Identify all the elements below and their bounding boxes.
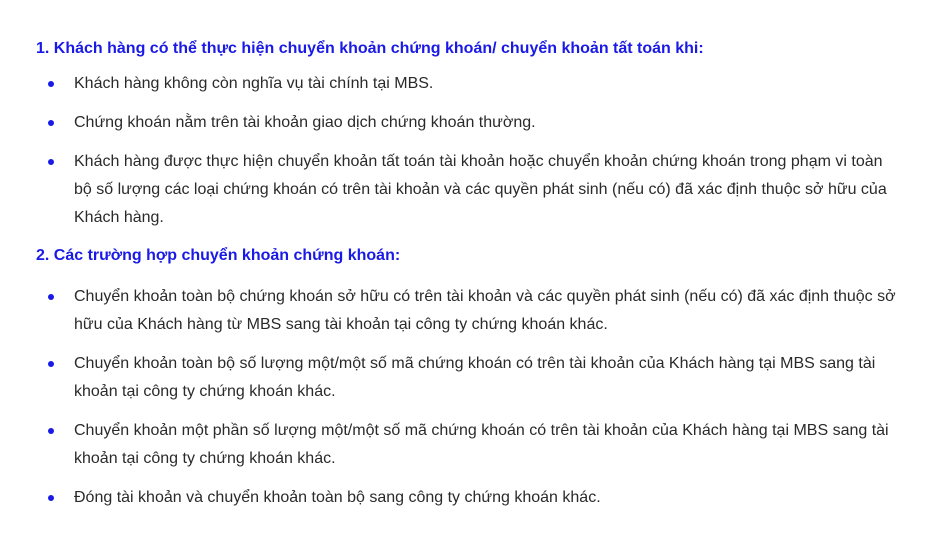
bullet-dot-icon bbox=[48, 81, 54, 87]
list-item bbox=[36, 350, 904, 406]
list-item bbox=[36, 70, 904, 98]
list-item-text: Chứng khoán nằm trên tài khoản giao dịch chứng khoán thường. bbox=[74, 114, 536, 131]
list-item-text: Chuyển khoản toàn bộ số lượng một/một số mã chứng khoán có trên tài khoản của Khách hàng tại MBS sang tài khoản tại công ty chứng khoán khác. bbox=[74, 355, 876, 400]
list-item bbox=[36, 109, 904, 137]
conditions-list bbox=[36, 70, 919, 232]
bullet-dot-icon bbox=[48, 428, 54, 434]
list-item bbox=[36, 283, 904, 339]
bullet-dot-icon bbox=[48, 120, 54, 126]
list-item bbox=[36, 417, 904, 473]
bullet-dot-icon bbox=[48, 495, 54, 501]
list-item bbox=[36, 484, 904, 512]
list-item-text: Khách hàng không còn nghĩa vụ tài chính tại MBS. bbox=[74, 75, 434, 92]
list-item bbox=[36, 148, 904, 232]
list-item-text: Chuyển khoản toàn bộ chứng khoán sở hữu có trên tài khoản và các quyền phát sinh (nếu có) đã xác định thuộc sở hữu của Khách hàng từ MBS sang tài khoản tại công ty chứng khoán khác. bbox=[74, 288, 896, 333]
bullet-dot-icon bbox=[48, 159, 54, 165]
list-item-text: Đóng tài khoản và chuyển khoản toàn bộ sang công ty chứng khoán khác. bbox=[74, 489, 601, 506]
bullet-dot-icon bbox=[48, 294, 54, 300]
list-item-text: Khách hàng được thực hiện chuyển khoản tất toán tài khoản hoặc chuyển khoản chứng khoán trong phạm vi toàn bộ số lượng các loại chứng khoán có trên tài khoản và các quyền phát sinh (nếu có) đã xác định thuộc sở hữu của Khách hàng. bbox=[74, 153, 887, 226]
bullet-dot-icon bbox=[48, 361, 54, 367]
transfer-cases-list bbox=[36, 283, 919, 512]
section-heading-conditions: 1. Khách hàng có thể thực hiện chuyển khoản chứng khoán/ chuyển khoản tất toán khi: bbox=[36, 40, 704, 57]
list-item-text: Chuyển khoản một phần số lượng một/một số mã chứng khoán có trên tài khoản của Khách hàng tại MBS sang tài khoản tại công ty chứng khoán khác. bbox=[74, 422, 889, 467]
section-heading-transfer-cases: 2. Các trường hợp chuyển khoản chứng khoán: bbox=[36, 247, 401, 264]
